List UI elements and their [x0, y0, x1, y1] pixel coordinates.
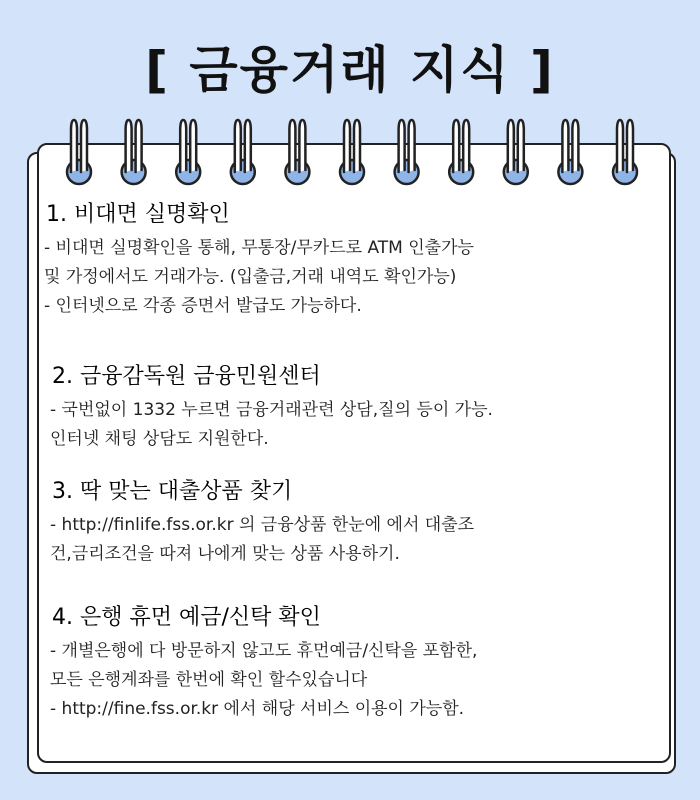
section-line: 건,금리조건을 따져 나에게 맞는 상품 사용하기. [50, 544, 400, 564]
section-heading: 4. 은행 휴먼 예금/신탁 확인 [52, 605, 321, 630]
page-title: [ 금융거래 지식 ] [145, 41, 555, 99]
section-line: 모든 은행계좌를 한번에 확인 할수있습니다 [50, 670, 368, 690]
section-line: 및 가정에서도 거래가능. (입출금,거래 내역도 확인가능) [44, 267, 457, 287]
section-loan-product-search [50, 477, 675, 569]
section-line: - 인터넷으로 각종 증면서 발급도 가능하다. [44, 296, 362, 316]
section-line: - http://fine.fss.or.kr 에서 해당 서비스 이용이 가능함. [50, 699, 465, 719]
section-line: - 비대면 실명확인을 통해, 무통장/무카드로 ATM 인출가능 [44, 238, 474, 258]
section-non-face-to-face-verification [44, 200, 669, 321]
section-dormant-deposit-check [50, 603, 675, 724]
section-line: - http://finlife.fss.or.kr 의 금융상품 한눈에 에서 대출조 [50, 515, 475, 535]
section-fss-civil-complaint-center [50, 362, 675, 454]
section-line: 인터넷 채팅 상담도 지원한다. [50, 429, 269, 449]
section-heading: 3. 딱 맞는 대출상품 찾기 [52, 479, 293, 504]
section-heading: 2. 금융감독원 금융민원센터 [52, 364, 321, 389]
section-line: - 국번없이 1332 누르면 금융거래관련 상담,질의 등이 가능. [50, 400, 493, 420]
section-line: - 개별은행에 다 방문하지 않고도 휴먼예금/신탁을 포함한, [50, 641, 478, 661]
section-heading: 1. 비대면 실명확인 [46, 202, 230, 227]
